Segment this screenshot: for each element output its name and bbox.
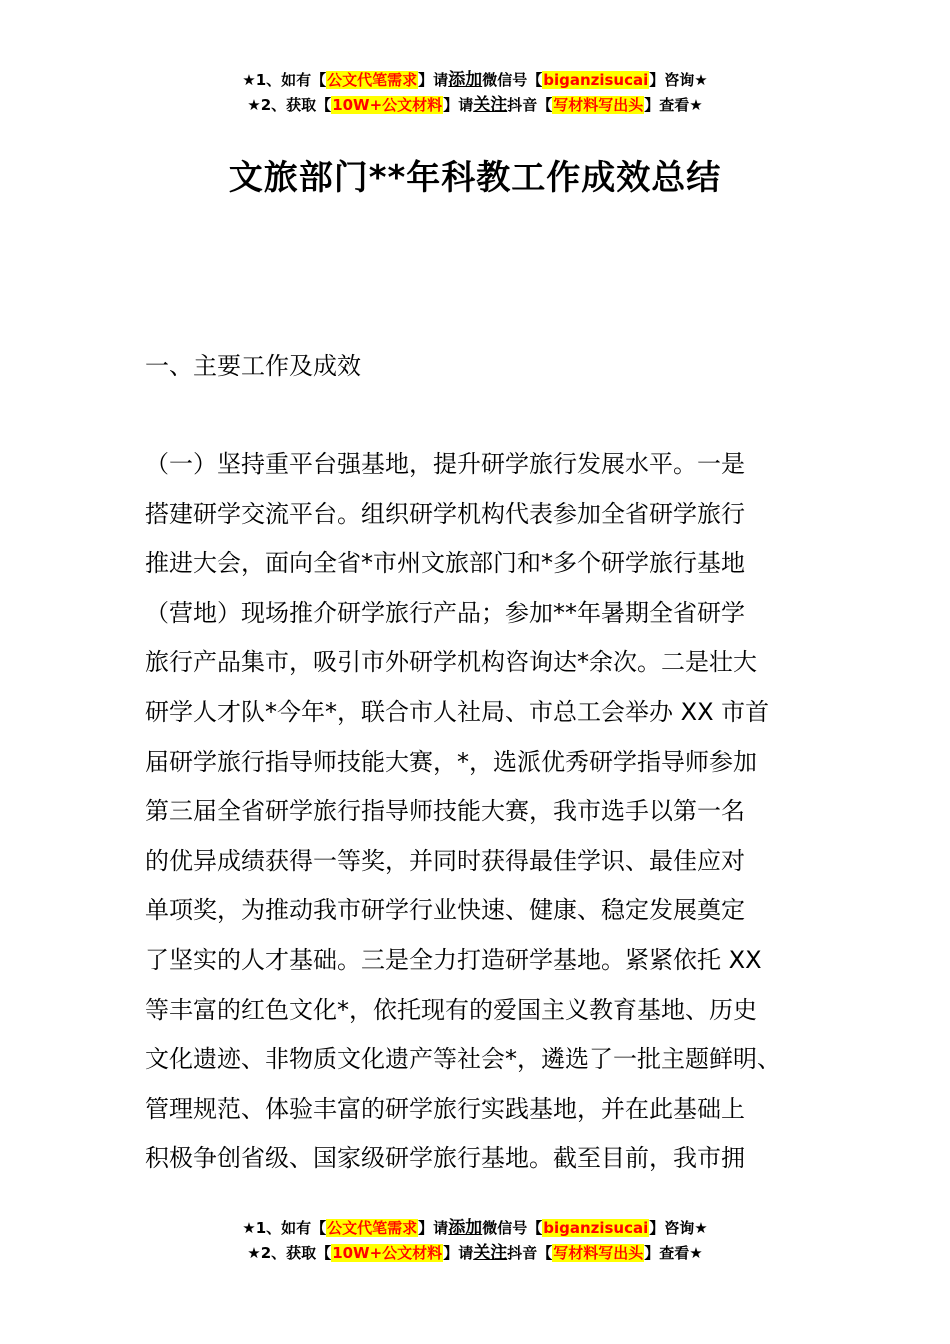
banner-highlight: 10W+公文材料 — [332, 96, 443, 114]
body-line: 等丰富的红色文化*，依托现有的爱国主义教育基地、历史 — [145, 995, 757, 1024]
document-title: 文旅部门**年科教工作成效总结 — [228, 158, 722, 198]
body-line: （营地）现场推介研学旅行产品；参加**年暑期全省研学 — [145, 598, 745, 627]
header-banner — [0, 68, 950, 118]
body-line: 研学人才队*今年*，联合市人社局、市总工会举办 XX 市首 — [145, 697, 770, 726]
body-line: 搭建研学交流平台。组织研学机构代表参加全省研学旅行 — [145, 499, 745, 528]
body-line: 单项奖，为推动我市研学行业快速、健康、稳定发展奠定 — [145, 896, 745, 925]
banner-highlight: 公文代笔需求 — [327, 1219, 418, 1237]
body-line: 旅行产品集市，吸引市外研学机构咨询达*余次。二是壮大 — [145, 648, 757, 677]
document-body — [145, 444, 825, 1188]
body-line: 的优异成绩获得一等奖，并同时获得最佳学识、最佳应对 — [145, 846, 745, 875]
body-line: 了坚实的人才基础。三是全力打造研学基地。紧紧依托 XX — [145, 945, 762, 974]
banner-line-1: ★1、如有【公文代笔需求】请添加微信号【biganzisucai】咨询★ — [242, 70, 708, 90]
banner-highlight: 公文代笔需求 — [327, 71, 418, 89]
body-line: 第三届全省研学旅行指导师技能大赛，我市选手以第一名 — [145, 797, 745, 826]
banner-wechat-id: biganzisucai — [543, 1219, 649, 1237]
banner-line-1: ★1、如有【公文代笔需求】请添加微信号【biganzisucai】咨询★ — [242, 1218, 708, 1238]
body-line: （一）坚持重平台强基地，提升研学旅行发展水平。一是 — [145, 450, 745, 478]
body-line: 管理规范、体验丰富的研学旅行实践基地，并在此基础上 — [145, 1094, 745, 1123]
banner-douyin-id: 写材料写出头 — [553, 96, 644, 114]
banner-wechat-id: biganzisucai — [543, 71, 649, 89]
body-line: 届研学旅行指导师技能大赛，*，选派优秀研学指导师参加 — [145, 747, 757, 776]
banner-highlight: 10W+公文材料 — [332, 1244, 443, 1262]
section-heading: 一、主要工作及成效 — [145, 352, 361, 380]
footer-banner — [0, 1216, 950, 1266]
banner-line-2: ★2、获取【10W+公文材料】请关注抖音【写材料写出头】查看★ — [247, 95, 703, 115]
body-line: 积极争创省级、国家级研学旅行基地。截至目前，我市拥 — [145, 1144, 745, 1173]
body-line: 推进大会，面向全省*市州文旅部门和*多个研学旅行基地 — [145, 549, 745, 578]
banner-line-2: ★2、获取【10W+公文材料】请关注抖音【写材料写出头】查看★ — [247, 1243, 703, 1263]
banner-douyin-id: 写材料写出头 — [553, 1244, 644, 1262]
body-line: 文化遗迹、非物质文化遗产等社会*，遴选了一批主题鲜明、 — [145, 1045, 781, 1074]
